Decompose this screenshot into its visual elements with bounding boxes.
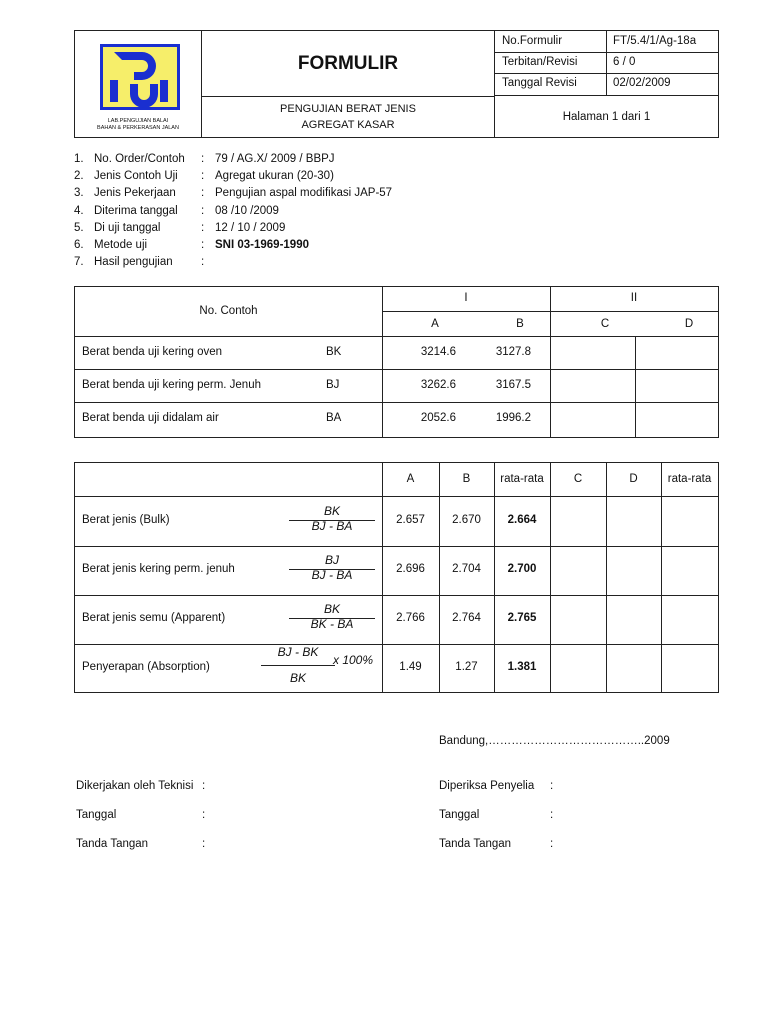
divider	[75, 595, 718, 596]
page-indicator: Halaman 1 dari 1	[562, 111, 651, 123]
divider	[606, 463, 607, 692]
formula	[263, 645, 373, 689]
signature-label: Tanda Tangan	[76, 838, 149, 850]
meta-key: No.Formulir	[502, 35, 563, 47]
divider	[494, 463, 495, 692]
divider	[75, 496, 718, 497]
results-table	[74, 462, 719, 693]
divider	[661, 463, 662, 692]
info-colon: :	[201, 221, 205, 234]
info-colon: :	[201, 170, 205, 183]
divider	[550, 287, 551, 437]
info-value: Pengujian aspal modifikasi JAP-57	[215, 187, 393, 200]
signature-label: Dikerjakan oleh Teknisi	[76, 780, 194, 792]
formula-denominator: BK	[289, 671, 306, 685]
col-avg1-header: rata-rata	[500, 473, 544, 485]
value-a: 2052.6	[420, 412, 456, 424]
meta-key: Tanggal Revisi	[502, 77, 577, 89]
group-i-header: I	[464, 292, 468, 304]
info-colon: :	[201, 204, 205, 217]
value-b: 1996.2	[495, 412, 531, 424]
col-d-header: D	[684, 318, 694, 330]
info-colon: :	[201, 256, 205, 269]
form-header	[74, 30, 719, 138]
divider	[550, 463, 551, 692]
signature-label: Tanggal	[76, 809, 117, 821]
row-symbol: BA	[326, 412, 342, 424]
logo-cell	[75, 31, 202, 137]
divider	[439, 463, 440, 692]
value-a: 3262.6	[420, 379, 456, 391]
info-item	[74, 205, 474, 222]
form-meta	[495, 31, 718, 96]
value-a: 2.657	[396, 514, 425, 526]
col-a-header: A	[406, 473, 415, 485]
divider	[75, 336, 718, 337]
formula-denominator: BJ - BA	[311, 568, 353, 582]
info-value: SNI 03-1969-1990	[215, 239, 309, 251]
meta-key: Terbitan/Revisi	[502, 56, 578, 68]
pu-logo-icon	[100, 44, 180, 110]
divider	[75, 546, 718, 547]
info-label: Hasil pengujian	[94, 256, 173, 269]
meta-divider	[606, 31, 607, 96]
subtitle-line2: AGREGAT KASAR	[301, 119, 395, 131]
col-avg2-header: rata-rata	[667, 473, 712, 485]
value-b: 3127.8	[495, 346, 531, 358]
formula	[297, 506, 367, 536]
form-title: FORMULIR	[202, 31, 495, 97]
row-symbol: BK	[326, 346, 342, 358]
logo-caption	[75, 118, 201, 132]
place-date: Bandung,…………………………………..2009	[439, 735, 670, 747]
signature-label: Tanggal	[439, 809, 480, 821]
formula-numerator: BJ - BK	[277, 645, 319, 659]
meta-value: FT/5.4/1/Ag-18a	[613, 35, 697, 47]
value-a: 2.766	[396, 612, 425, 624]
info-number: 5.	[74, 221, 84, 234]
divider	[382, 287, 383, 437]
weights-table	[74, 286, 719, 438]
row-label: Berat benda uji kering perm. Jenuh	[82, 379, 261, 391]
value-b: 2.764	[452, 612, 481, 624]
row-label: Berat jenis kering perm. jenuh	[82, 563, 235, 575]
info-item	[74, 153, 474, 170]
info-number: 4.	[74, 204, 84, 217]
meta-value: 6 / 0	[613, 56, 636, 68]
form-subtitle	[202, 97, 495, 137]
info-label: Jenis Pekerjaan	[94, 187, 176, 200]
col-a-header: A	[431, 318, 439, 330]
signature-colon: :	[550, 809, 554, 821]
info-item	[74, 187, 474, 204]
info-item	[74, 222, 474, 239]
info-item	[74, 256, 474, 273]
value-average: 1.381	[507, 661, 537, 673]
info-number: 7.	[74, 256, 84, 269]
divider	[75, 369, 718, 370]
subtitle-line1: PENGUJIAN BERAT JENIS	[280, 103, 416, 115]
fraction-bar	[261, 665, 335, 666]
row-symbol: BJ	[326, 379, 340, 391]
value-average: 2.664	[507, 514, 537, 526]
signature-colon: :	[202, 809, 206, 821]
group-ii-header: II	[630, 292, 638, 304]
value-b: 2.670	[452, 514, 481, 526]
value-b: 3167.5	[495, 379, 531, 391]
value-average: 2.700	[507, 563, 537, 575]
row-label: Berat benda uji didalam air	[82, 412, 219, 424]
formula-denominator: BJ - BA	[311, 519, 353, 533]
divider	[382, 463, 383, 692]
info-number: 3.	[74, 187, 84, 200]
info-value: 79 / AG.X/ 2009 / BBPJ	[215, 153, 335, 165]
value-a: 2.696	[396, 563, 425, 575]
value-b: 1.27	[455, 661, 478, 673]
value-b: 2.704	[452, 563, 481, 575]
formula	[297, 555, 367, 585]
meta-value: 02/02/2009	[613, 77, 671, 89]
no-contoh-header: No. Contoh	[199, 305, 258, 317]
info-colon: :	[201, 187, 205, 200]
signature-label: Tanda Tangan	[439, 838, 512, 850]
col-b-header: B	[516, 318, 524, 330]
col-c-header: C	[573, 473, 583, 485]
logo-caption-line2: BAHAN & PERKERASAN JALAN	[97, 125, 179, 131]
signature-colon: :	[202, 780, 206, 792]
formula-numerator: BK	[323, 602, 340, 616]
signature-colon: :	[550, 838, 554, 850]
logo-caption-line1: LAB.PENGUJIAN BALAI	[107, 118, 169, 124]
col-c-header: C	[600, 318, 610, 330]
formula-denominator: BK - BA	[310, 617, 354, 631]
formula-suffix: x 100%	[333, 653, 374, 667]
info-item	[74, 239, 474, 256]
info-item	[74, 170, 474, 187]
signature-colon: :	[550, 780, 554, 792]
info-colon: :	[201, 153, 205, 165]
value-a: 3214.6	[420, 346, 456, 358]
info-label: Di uji tanggal	[94, 221, 161, 234]
col-b-header: B	[462, 473, 471, 485]
divider	[75, 402, 718, 403]
value-average: 2.765	[507, 612, 537, 624]
info-value: 08 /10 /2009	[215, 204, 279, 217]
signature-label: Diperiksa Penyelia	[439, 780, 535, 792]
value-a: 1.49	[399, 661, 422, 673]
info-value: Agregat ukuran (20-30)	[215, 170, 334, 183]
signature-colon: :	[202, 838, 206, 850]
info-value: 12 / 10 / 2009	[215, 221, 286, 234]
row-label: Berat benda uji kering oven	[82, 346, 223, 358]
info-label: Diterima tanggal	[94, 204, 178, 217]
info-number: 2.	[74, 170, 84, 183]
row-label: Berat jenis semu (Apparent)	[82, 612, 226, 624]
row-label: Berat jenis (Bulk)	[82, 514, 170, 526]
info-colon: :	[201, 239, 205, 251]
formula	[297, 604, 367, 634]
info-number: 1.	[74, 153, 84, 165]
info-number: 6.	[74, 239, 84, 251]
info-label: Jenis Contoh Uji	[94, 170, 178, 183]
formula-numerator: BJ	[324, 553, 339, 567]
divider	[75, 644, 718, 645]
formula-numerator: BK	[323, 504, 340, 518]
row-label: Penyerapan (Absorption)	[82, 661, 210, 673]
col-d-header: D	[629, 473, 638, 485]
divider	[635, 336, 636, 437]
info-label: No. Order/Contoh	[94, 153, 185, 165]
info-label: Metode uji	[94, 239, 148, 251]
